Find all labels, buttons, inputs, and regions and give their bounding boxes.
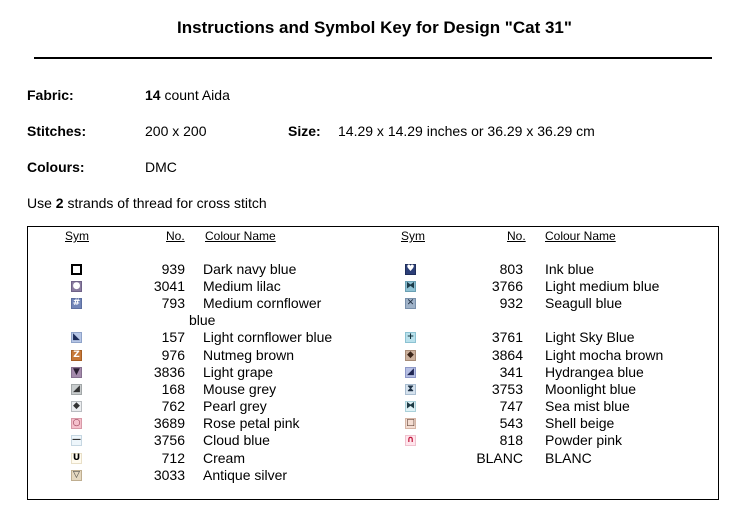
circle-icon: ● <box>72 281 81 291</box>
dmc-number: 932 <box>499 295 523 311</box>
fabric-count: 14 <box>145 87 161 103</box>
colour-name: BLANC <box>545 450 592 466</box>
dmc-number: 3689 <box>153 415 185 431</box>
colour-name: Dark navy blue <box>203 261 297 277</box>
document-title: Instructions and Symbol Key for Design "Cat 31" <box>177 18 572 37</box>
strands-count: 2 <box>55 195 64 211</box>
header-no-right: No. <box>507 229 526 243</box>
dmc-number: 747 <box>499 398 523 414</box>
u-letter-icon: U <box>72 453 81 463</box>
size-value: 14.29 x 14.29 inches or 36.29 x 36.29 cm <box>338 123 595 139</box>
blank-icon <box>405 453 416 464</box>
z-letter-icon: Z <box>71 350 82 361</box>
dmc-number: 3836 <box>153 364 185 380</box>
bowtie-small-icon: ⧓ <box>406 401 415 411</box>
dmc-number: 3766 <box>491 278 523 294</box>
colour-name: Medium cornflower <box>203 295 322 311</box>
colour-name: Sea mist blue <box>545 398 630 414</box>
header-sym-left: Sym <box>65 229 89 243</box>
dmc-number: BLANC <box>476 450 523 466</box>
strands-prefix: Use <box>27 195 56 211</box>
colour-name-continuation: blue <box>189 312 216 328</box>
colour-name: Hydrangea blue <box>545 364 644 380</box>
dmc-number: 818 <box>499 432 523 448</box>
header-no-left: No. <box>166 229 185 243</box>
colour-name: Nutmeg brown <box>203 347 295 363</box>
header-sym-right: Sym <box>401 229 425 243</box>
hash-icon: # <box>72 298 81 308</box>
dmc-number: 712 <box>161 450 185 466</box>
fabric-label: Fabric: <box>27 87 74 103</box>
triangle-right-filled-icon: ◢ <box>405 367 416 378</box>
colour-name: Ink blue <box>545 261 595 277</box>
dmc-number: 157 <box>161 329 185 345</box>
colour-name: Mouse grey <box>203 381 277 397</box>
colour-name: Medium lilac <box>203 278 281 294</box>
hourglass-icon: ⧗ <box>405 384 416 395</box>
bowtie-icon: ⧓ <box>406 281 415 291</box>
header-name-left: Colour Name <box>205 229 276 243</box>
colour-name: Light medium blue <box>545 278 660 294</box>
stitches-label: Stitches: <box>27 123 87 139</box>
fabric-value <box>145 87 230 103</box>
colour-name: Light cornflower blue <box>203 329 333 345</box>
dmc-number: 803 <box>499 261 523 277</box>
colour-name: Antique silver <box>203 467 288 483</box>
dash-icon: — <box>72 435 81 445</box>
square-outline-icon <box>71 264 82 275</box>
colour-name: Seagull blue <box>545 295 623 311</box>
diamond-filled-icon: ◆ <box>405 350 416 361</box>
ring-icon: ○ <box>72 418 81 428</box>
dmc-number: 762 <box>161 398 185 414</box>
dmc-number: 3761 <box>491 329 523 345</box>
colour-name: Moonlight blue <box>545 381 637 397</box>
square-icon: □ <box>406 418 415 428</box>
dmc-number: 3753 <box>491 381 523 397</box>
dmc-number: 341 <box>499 364 523 380</box>
colour-name: Light grape <box>203 364 274 380</box>
diamond-icon: ◆ <box>71 401 82 412</box>
arch-icon: ∩ <box>406 435 415 445</box>
colour-name: Cream <box>203 450 246 466</box>
header-name-right: Colour Name <box>545 229 616 243</box>
colour-name: Powder pink <box>545 432 623 448</box>
dmc-number: 543 <box>499 415 523 431</box>
dmc-number: 976 <box>161 347 185 363</box>
colour-name: Light Sky Blue <box>545 329 635 345</box>
colour-name: Pearl grey <box>203 398 267 414</box>
stitches-value: 200 x 200 <box>145 123 207 139</box>
dmc-number: 3033 <box>153 467 185 483</box>
colour-name: Light mocha brown <box>545 347 664 363</box>
heart-icon: ♥ <box>406 264 415 274</box>
strands-instruction <box>27 195 267 211</box>
size-label: Size: <box>288 123 321 139</box>
triangle-corner-icon: ◣ <box>71 332 82 343</box>
colour-name: Cloud blue <box>203 432 270 448</box>
dmc-number: 168 <box>161 381 185 397</box>
dmc-number: 3041 <box>153 278 185 294</box>
triangle-right-icon: ◢ <box>71 384 82 395</box>
triangle-outline-icon: ▽ <box>71 470 82 481</box>
cross-icon: ✕ <box>406 298 415 308</box>
dmc-number: 3864 <box>491 347 523 363</box>
title-divider <box>34 57 712 59</box>
colour-name: Rose petal pink <box>203 415 300 431</box>
dmc-number: 939 <box>161 261 185 277</box>
symbol-key-table <box>27 226 719 500</box>
colours-value: DMC <box>145 159 177 175</box>
dmc-number: 793 <box>161 295 185 311</box>
colour-name: Shell beige <box>545 415 615 431</box>
plus-icon: + <box>406 332 415 342</box>
fabric-type: count Aida <box>160 87 230 103</box>
colours-label: Colours: <box>27 159 85 175</box>
triangle-down-icon: ▼ <box>71 367 82 378</box>
strands-suffix: strands of thread for cross stitch <box>63 195 267 211</box>
dmc-number: 3756 <box>153 432 185 448</box>
